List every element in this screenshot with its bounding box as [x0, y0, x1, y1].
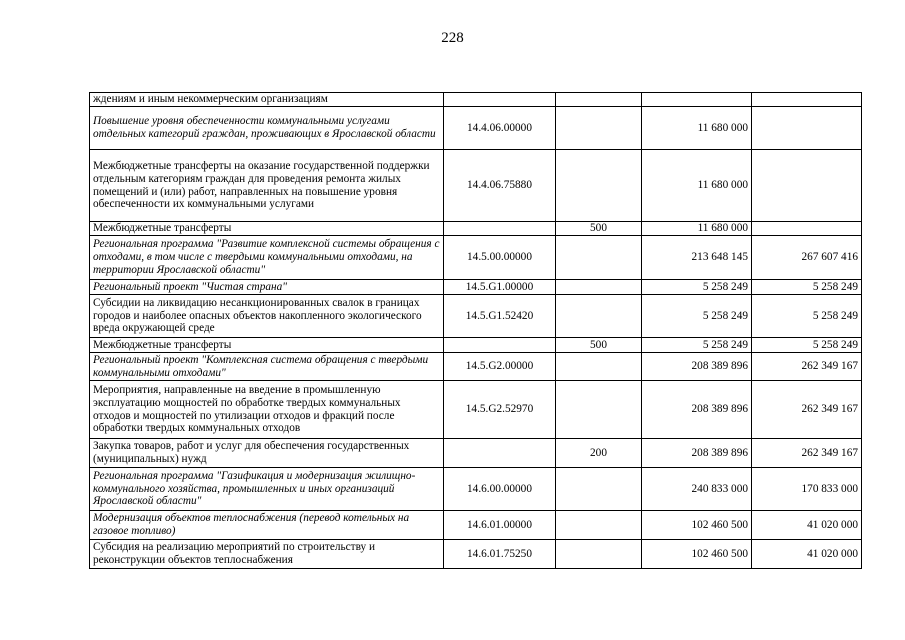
- row-amount-year2-cell: 5 258 249: [752, 338, 862, 353]
- row-name-cell: Межбюджетные трансферты: [90, 338, 444, 353]
- row-code-cell: 14.6.00.00000: [444, 468, 556, 511]
- row-name-cell: Субсидии на ликвидацию несанкционированных свалок в границах городов и наиболее опасных объектов накопленного экологического вреда окружающей среде: [90, 295, 444, 338]
- row-code-cell: [444, 338, 556, 353]
- row-amount-year1-cell: [642, 93, 752, 107]
- row-amount-year2-cell: 267 607 416: [752, 236, 862, 280]
- row-expense-type-cell: [556, 353, 642, 381]
- row-code-cell: [444, 93, 556, 107]
- row-amount-year2-cell: [752, 107, 862, 150]
- row-expense-type-cell: [556, 468, 642, 511]
- row-name-cell: Региональный проект "Комплексная система обращения с твердыми коммунальными отходами": [90, 353, 444, 381]
- table-row: [90, 381, 862, 439]
- row-amount-year1-cell: 5 258 249: [642, 295, 752, 338]
- row-amount-year1-cell: 208 389 896: [642, 381, 752, 439]
- row-amount-year1-cell: 240 833 000: [642, 468, 752, 511]
- table-row: [90, 338, 862, 353]
- row-amount-year2-cell: 262 349 167: [752, 353, 862, 381]
- row-name-cell: Межбюджетные трансферты на оказание государственной поддержки отдельным категориям граждан для проведения ремонта жилых помещений и (или) работ, направленных на повышение уровня обеспеченности их коммунальными услугами: [90, 150, 444, 222]
- table-row: [90, 439, 862, 468]
- row-code-cell: 14.6.01.00000: [444, 511, 556, 540]
- row-name-cell: Региональный проект "Чистая страна": [90, 280, 444, 295]
- row-name-cell: Региональная программа "Газификация и модернизация жилищно-коммунального хозяйства, промышленных и иных организаций Ярославской области": [90, 468, 444, 511]
- table-row: [90, 150, 862, 222]
- row-amount-year2-cell: 262 349 167: [752, 381, 862, 439]
- table-row: [90, 280, 862, 295]
- table-row: [90, 107, 862, 150]
- row-expense-type-cell: [556, 93, 642, 107]
- row-name-cell: Субсидия на реализацию мероприятий по строительству и реконструкции объектов теплоснабжения: [90, 540, 444, 569]
- row-code-cell: 14.5.G1.52420: [444, 295, 556, 338]
- row-code-cell: 14.5.G2.52970: [444, 381, 556, 439]
- row-amount-year2-cell: 262 349 167: [752, 439, 862, 468]
- row-expense-type-cell: [556, 150, 642, 222]
- row-expense-type-cell: [556, 540, 642, 569]
- row-amount-year2-cell: 170 833 000: [752, 468, 862, 511]
- row-amount-year1-cell: 11 680 000: [642, 107, 752, 150]
- table-row: [90, 353, 862, 381]
- row-expense-type-cell: [556, 107, 642, 150]
- row-amount-year1-cell: 5 258 249: [642, 280, 752, 295]
- table-row: [90, 540, 862, 569]
- budget-table: [89, 92, 862, 569]
- row-code-cell: 14.5.G1.00000: [444, 280, 556, 295]
- row-code-cell: [444, 439, 556, 468]
- row-amount-year2-cell: [752, 222, 862, 236]
- row-amount-year2-cell: 5 258 249: [752, 295, 862, 338]
- row-amount-year2-cell: 41 020 000: [752, 511, 862, 540]
- table-row: [90, 236, 862, 280]
- row-code-cell: 14.6.01.75250: [444, 540, 556, 569]
- row-expense-type-cell: [556, 280, 642, 295]
- row-amount-year2-cell: [752, 93, 862, 107]
- row-code-cell: 14.4.06.75880: [444, 150, 556, 222]
- table-row: [90, 222, 862, 236]
- row-expense-type-cell: [556, 236, 642, 280]
- table-row: [90, 511, 862, 540]
- row-code-cell: [444, 222, 556, 236]
- row-amount-year1-cell: 11 680 000: [642, 222, 752, 236]
- row-expense-type-cell: 200: [556, 439, 642, 468]
- row-expense-type-cell: [556, 511, 642, 540]
- table-row: [90, 295, 862, 338]
- row-code-cell: 14.4.06.00000: [444, 107, 556, 150]
- row-name-cell: ждениям и иным некоммерческим организациям: [90, 93, 444, 107]
- row-name-cell: Закупка товаров, работ и услуг для обеспечения государственных (муниципальных) нужд: [90, 439, 444, 468]
- row-code-cell: 14.5.00.00000: [444, 236, 556, 280]
- table-row: [90, 93, 862, 107]
- row-amount-year2-cell: [752, 150, 862, 222]
- row-name-cell: Межбюджетные трансферты: [90, 222, 444, 236]
- table-row: [90, 468, 862, 511]
- row-amount-year1-cell: 208 389 896: [642, 439, 752, 468]
- row-expense-type-cell: 500: [556, 222, 642, 236]
- row-amount-year1-cell: 102 460 500: [642, 511, 752, 540]
- row-name-cell: Модернизация объектов теплоснабжения (перевод котельных на газовое топливо): [90, 511, 444, 540]
- row-amount-year1-cell: 208 389 896: [642, 353, 752, 381]
- row-expense-type-cell: 500: [556, 338, 642, 353]
- row-expense-type-cell: [556, 295, 642, 338]
- row-name-cell: Мероприятия, направленные на введение в промышленную эксплуатацию мощностей по обработке твердых коммунальных отходов и мощностей по утилизации отходов и фракций после обработки твердых коммунальных отходов: [90, 381, 444, 439]
- row-amount-year2-cell: 41 020 000: [752, 540, 862, 569]
- row-name-cell: Повышение уровня обеспеченности коммунальными услугами отдельных категорий граждан, проживающих в Ярославской области: [90, 107, 444, 150]
- row-name-cell: Региональная программа "Развитие комплексной системы обращения с отходами, в том числе с твердыми коммунальными отходами, на территории Ярославской области": [90, 236, 444, 280]
- row-code-cell: 14.5.G2.00000: [444, 353, 556, 381]
- row-amount-year1-cell: 5 258 249: [642, 338, 752, 353]
- row-expense-type-cell: [556, 381, 642, 439]
- page-number: 228: [441, 30, 464, 46]
- row-amount-year1-cell: 213 648 145: [642, 236, 752, 280]
- budget-table-body: [90, 93, 862, 569]
- row-amount-year2-cell: 5 258 249: [752, 280, 862, 295]
- row-amount-year1-cell: 11 680 000: [642, 150, 752, 222]
- row-amount-year1-cell: 102 460 500: [642, 540, 752, 569]
